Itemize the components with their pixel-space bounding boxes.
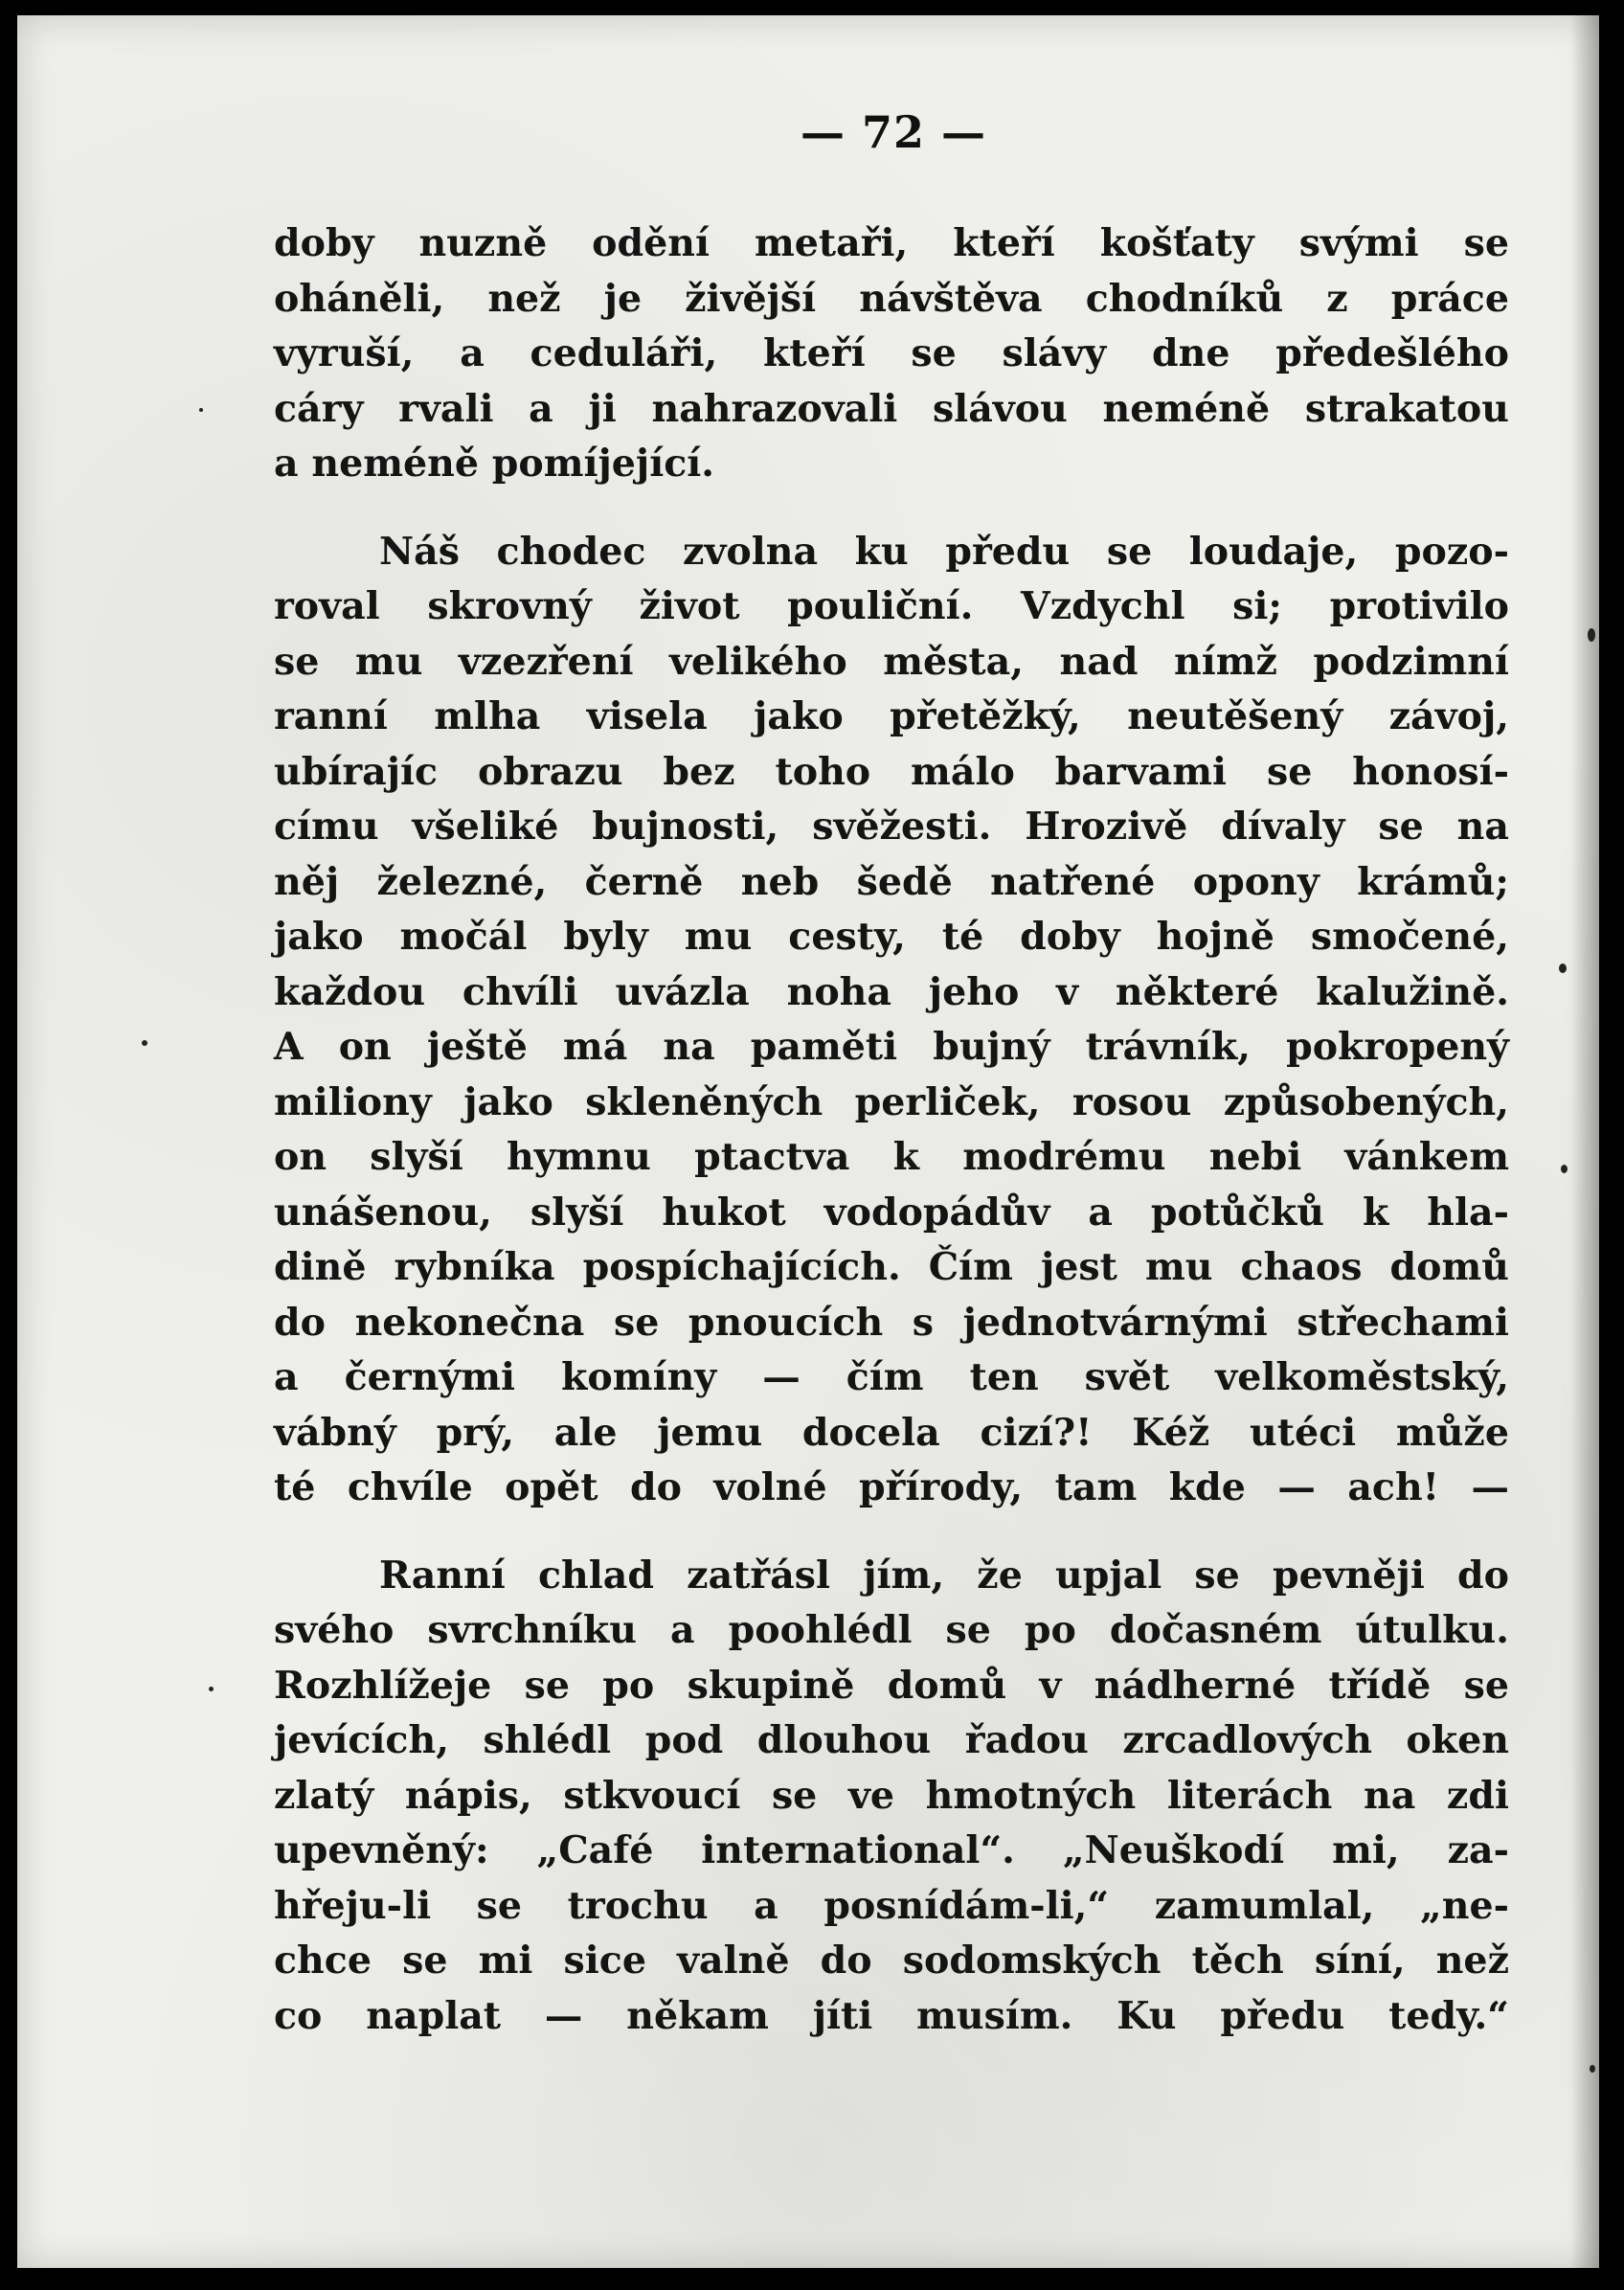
paragraph-2 bbox=[274, 525, 1509, 1516]
text-line: co naplat — někam jíti musím. Ku předu tedy.“ bbox=[274, 1993, 1509, 2038]
text-line: roval skrovný život pouliční. Vzdychl si; protivilo bbox=[274, 584, 1509, 628]
text-line: se mu vzezření velikého města, nad nímž podzimní bbox=[274, 639, 1509, 684]
text-line: a černými komíny — čím ten svět velkoměstský, bbox=[274, 1355, 1509, 1399]
text-line: upevněný: „Café international“. „Neuškodí mi, za- bbox=[274, 1828, 1509, 1872]
text-line: A on ještě má na paměti bujný trávník, pokropený bbox=[274, 1025, 1509, 1069]
text-line: jako močál byly mu cesty, té doby hojně smočené, bbox=[274, 915, 1509, 959]
text-line: miliony jako skleněných perliček, rosou způsobených, bbox=[274, 1079, 1509, 1124]
text-line: Rozhlížeje se po skupině domů v nádherné třídě se bbox=[274, 1663, 1509, 1708]
scan-speck bbox=[1590, 2065, 1595, 2073]
text-line: Ranní chlad zatřásl jím, že upjal se pevněji do bbox=[379, 1553, 1509, 1598]
text-line: hřeju-li se trochu a posnídám-li,“ zamumlal, „ne- bbox=[274, 1883, 1509, 1928]
text-line: vyruší, a ceduláři, kteří se slávy dne předešlého bbox=[274, 331, 1509, 375]
text-line: a neméně pomíjející. bbox=[274, 442, 715, 486]
text-line: něj železné, černě neb šedě natřené opony krámů; bbox=[274, 859, 1509, 904]
page-edge-shadow bbox=[1570, 15, 1599, 2268]
text-line: té chvíle opět do volné přírody, tam kde — ach! — bbox=[274, 1465, 1509, 1509]
scan-speck bbox=[1561, 1165, 1568, 1173]
scan-speck bbox=[1559, 964, 1567, 973]
text-line: oháněli, než je živější návštěva chodníků z práce bbox=[274, 276, 1509, 321]
text-line: címu všeliké bujnosti, svěžesti. Hrozivě dívaly se na bbox=[274, 805, 1509, 849]
scan-speck bbox=[142, 1040, 147, 1046]
text-line: dině rybníka pospíchajících. Čím jest mu chaos domů bbox=[274, 1245, 1509, 1289]
scan-speck bbox=[1588, 628, 1595, 642]
text-line: ubírajíc obrazu bez toho málo barvami se honosí- bbox=[274, 749, 1509, 794]
text-line: doby nuzně odění metaři, kteří košťaty svými se bbox=[274, 221, 1509, 265]
text-line: Náš chodec zvolna ku předu se loudaje, pozo- bbox=[379, 529, 1509, 574]
text-line: jevících, shlédl pod dlouhou řadou zrcadlových oken bbox=[274, 1718, 1509, 1762]
paragraph-1 bbox=[274, 216, 1509, 492]
text-line: cáry rvali a ji nahrazovali slávou neméně strakatou bbox=[274, 386, 1509, 431]
text-line: svého svrchníku a poohlédl se po dočasném útulku. bbox=[274, 1608, 1509, 1652]
text-line: každou chvíli uvázla noha jeho v některé kalužině. bbox=[274, 969, 1509, 1014]
book-page bbox=[17, 15, 1599, 2268]
body-text bbox=[274, 216, 1509, 2044]
text-line: on slyší hymnu ptactva k modrému nebi vánkem bbox=[274, 1135, 1509, 1179]
scan-speck bbox=[199, 408, 203, 412]
text-line: vábný prý, ale jemu docela cizí?! Kéž utéci může bbox=[274, 1410, 1509, 1455]
text-line: unášenou, slyší hukot vodopádův a potůčků k hla- bbox=[274, 1190, 1509, 1235]
page-number: — 72 — bbox=[800, 106, 987, 158]
paragraph-3 bbox=[274, 1549, 1509, 2045]
text-line: chce se mi sice valně do sodomských těch síní, než bbox=[274, 1939, 1509, 1983]
text-line: do nekonečna se pnoucích s jednotvárnými střechami bbox=[274, 1300, 1509, 1345]
text-line: ranní mlha visela jako přetěžký, neutěšený závoj, bbox=[274, 694, 1509, 738]
scan-speck bbox=[209, 1687, 214, 1691]
text-line: zlatý nápis, stkvoucí se ve hmotných literách na zdi bbox=[274, 1773, 1509, 1818]
